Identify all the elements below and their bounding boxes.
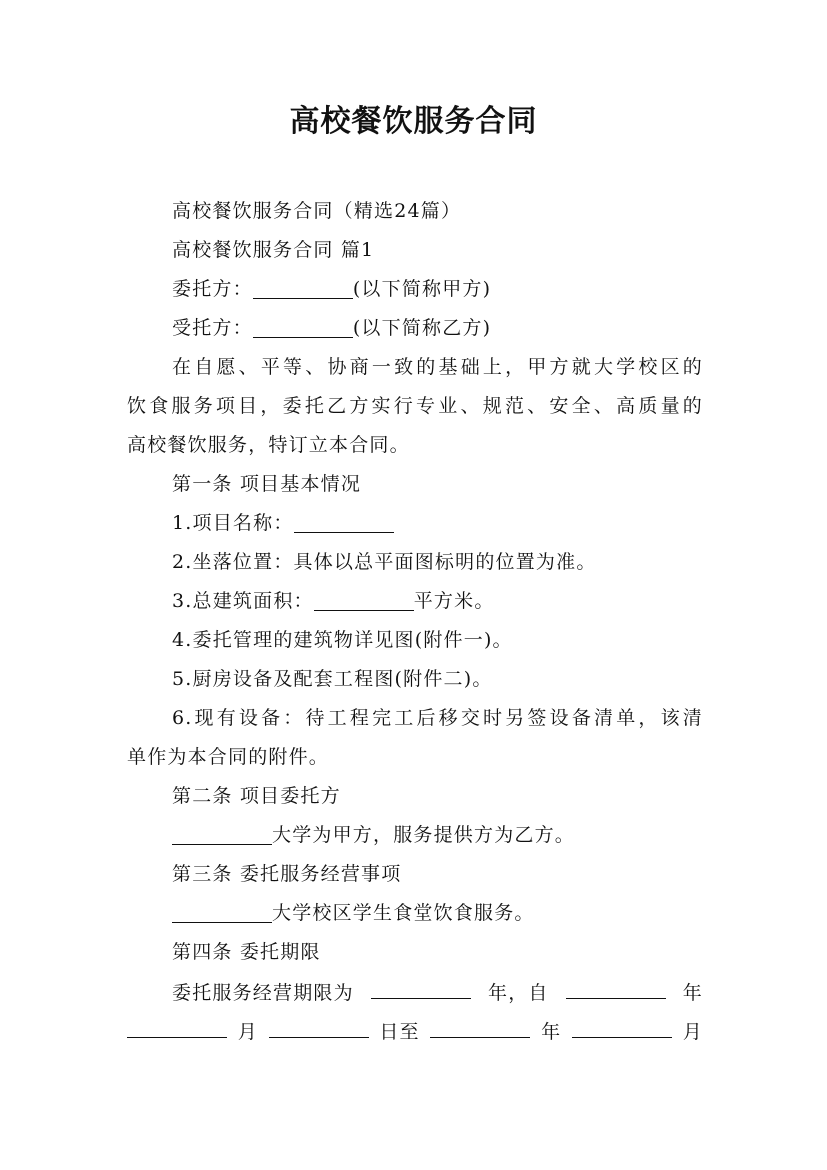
- principal-label: 委托方：: [172, 278, 253, 300]
- article-heading: 第四条 委托期限: [172, 941, 321, 963]
- item-line: 6.现有设备：待工程完工后移交时另签设备清单，该清: [172, 707, 703, 729]
- blank-field: [269, 1017, 369, 1038]
- document-title: 高校餐饮服务合同: [289, 104, 538, 139]
- item-line: [172, 588, 703, 614]
- blank-field: [253, 278, 353, 299]
- agent-line: [172, 315, 703, 341]
- item-line: [172, 510, 703, 536]
- item-label: 3.总建筑面积：: [172, 590, 314, 612]
- item-line: 2.坐落位置：具体以总平面图标明的位置为准。: [172, 551, 597, 573]
- blank-field: [566, 978, 666, 999]
- blank-field: [294, 512, 394, 533]
- agent-label: 受托方：: [172, 317, 253, 339]
- article-heading: 第三条 委托服务经营事项: [172, 863, 402, 885]
- term-text: 月: [237, 1021, 258, 1043]
- article-text-content: 大学为甲方，服务提供方为乙方。: [272, 824, 576, 846]
- article-text: [172, 900, 703, 926]
- principal-note: (以下简称甲方): [352, 278, 492, 300]
- term-text: 日至: [379, 1021, 420, 1043]
- term-text: 委托服务经营期限为: [172, 982, 354, 1004]
- term-text: 年: [682, 982, 703, 1004]
- term-line: [127, 1017, 703, 1045]
- item-line: 5.厨房设备及配套工程图(附件二)。: [172, 668, 493, 690]
- principal-line: [172, 276, 703, 302]
- paragraph-line: 高校餐饮服务，特订立本合同。: [127, 434, 410, 456]
- blank-field: [314, 590, 414, 611]
- blank-field: [430, 1017, 530, 1038]
- item-line: 单作为本合同的附件。: [127, 746, 330, 768]
- term-text: 年: [541, 1021, 562, 1043]
- blank-field: [127, 1017, 227, 1038]
- article-heading: 第二条 项目委托方: [172, 785, 341, 807]
- article-text-content: 大学校区学生食堂饮食服务。: [272, 902, 535, 924]
- blank-field: [371, 978, 471, 999]
- term-text: 月: [682, 1021, 703, 1043]
- blank-field: [572, 1017, 672, 1038]
- article-heading: 第一条 项目基本情况: [172, 473, 362, 495]
- subtitle-line: 高校餐饮服务合同（精选24篇）: [172, 200, 462, 222]
- item-unit: 平方米。: [413, 590, 495, 612]
- term-line: [172, 978, 703, 1006]
- item-line: 4.委托管理的建筑物详见图(附件一)。: [172, 629, 513, 651]
- blank-field: [172, 902, 272, 923]
- paragraph-line: 在自愿、平等、协商一致的基础上，甲方就大学校区的: [172, 356, 703, 378]
- term-text: 年，自: [488, 982, 549, 1004]
- agent-note: (以下简称乙方): [352, 317, 492, 339]
- blank-field: [172, 824, 272, 845]
- paragraph-line: 饮食服务项目，委托乙方实行专业、规范、安全、高质量的: [127, 395, 703, 417]
- blank-field: [253, 317, 353, 338]
- item-label: 1.项目名称：: [172, 512, 294, 534]
- section-heading: 高校餐饮服务合同 篇1: [172, 239, 375, 261]
- article-text: [172, 822, 703, 848]
